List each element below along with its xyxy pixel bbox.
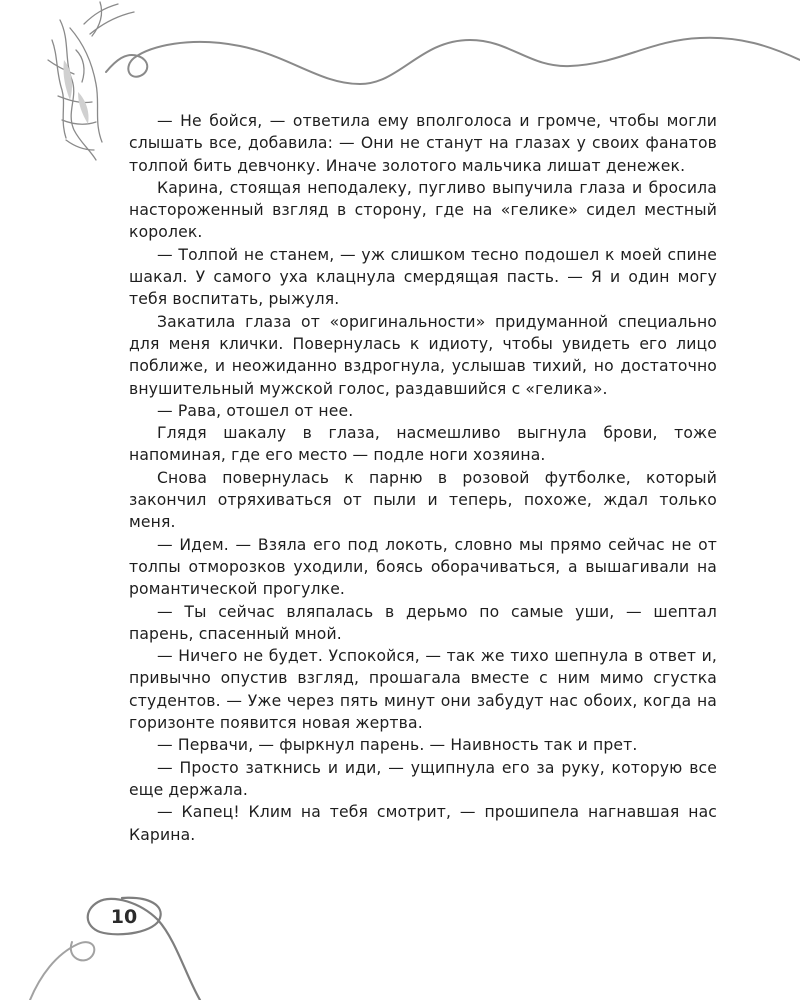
paragraph: — Не бойся, — ответила ему вполголоса и громче, чтобы могли слышать все, добавила: — Они не станут на глазах у своих фанатов толпой бить девчонку. Иначе золотого мальчика лишат денежек. <box>129 112 717 175</box>
paragraph: Снова повернулась к парню в розовой футболке, который закончил отряхиваться от пыли и теперь, похоже, ждал только меня. <box>129 468 717 532</box>
paragraph: — Толпой не станем, — уж слишком тесно подошел к моей спине шакал. У самого уха клацнула смердящая пасть. — Я и один могу тебя воспитать, рыжуля. <box>129 245 717 309</box>
paragraph: — Капец! Клим на тебя смотрит, — прошипела нагнавшая нас Карина. <box>129 803 717 844</box>
paragraph: — Ты сейчас вляпалась в дерьмо по самые уши, — шептал парень, спасенный мной. <box>129 602 717 643</box>
figure-sketch-icon <box>48 2 134 160</box>
paragraph: — Первачи, — фыркнул парень. — Наивность так и прет. <box>157 736 638 755</box>
paragraph: — Просто заткнись и иди, — ущипнула его за руку, которую все еще держала. <box>129 758 717 799</box>
bottom-swirl-icon <box>30 942 94 1000</box>
text-block <box>129 110 717 846</box>
page-number: 10 <box>110 906 138 928</box>
page-number-badge <box>88 898 160 936</box>
paragraph: — Ничего не будет. Успокойся, — так же тихо шепнула в ответ и, привычно опустив взгляд, прошагала вместе с ним мимо сгустка студентов. — Уже через пять минут они забудут нас обоих, когда на горизонте появится новая жертва. <box>129 647 717 733</box>
swirl-line-icon <box>106 38 800 84</box>
paragraph: Карина, стоящая неподалеку, пугливо выпучила глаза и бросила настороженный взгляд в сторону, где на «гелике» сидел местный королек. <box>129 178 717 242</box>
paragraph: — Идем. — Взяла его под локоть, словно мы прямо сейчас не от толпы отморозков уходили, боясь оборачиваться, а вышагивали на романтической прогулке. <box>129 535 717 599</box>
paragraph: Глядя шакалу в глаза, насмешливо выгнула брови, тоже напоминая, где его место — подле ноги хозяина. <box>129 424 717 465</box>
figure-shading-icon <box>63 60 88 124</box>
paragraph: Закатила глаза от «оригинальности» придуманной специально для меня клички. Повернулась к идиоту, чтобы увидеть его лицо поближе, и неожиданно вздрогнула, услышав тихий, но достаточно внушительный мужской голос, раздавшийся с «гелика». <box>129 312 717 398</box>
paragraph: — Рава, отошел от нее. <box>157 401 354 420</box>
